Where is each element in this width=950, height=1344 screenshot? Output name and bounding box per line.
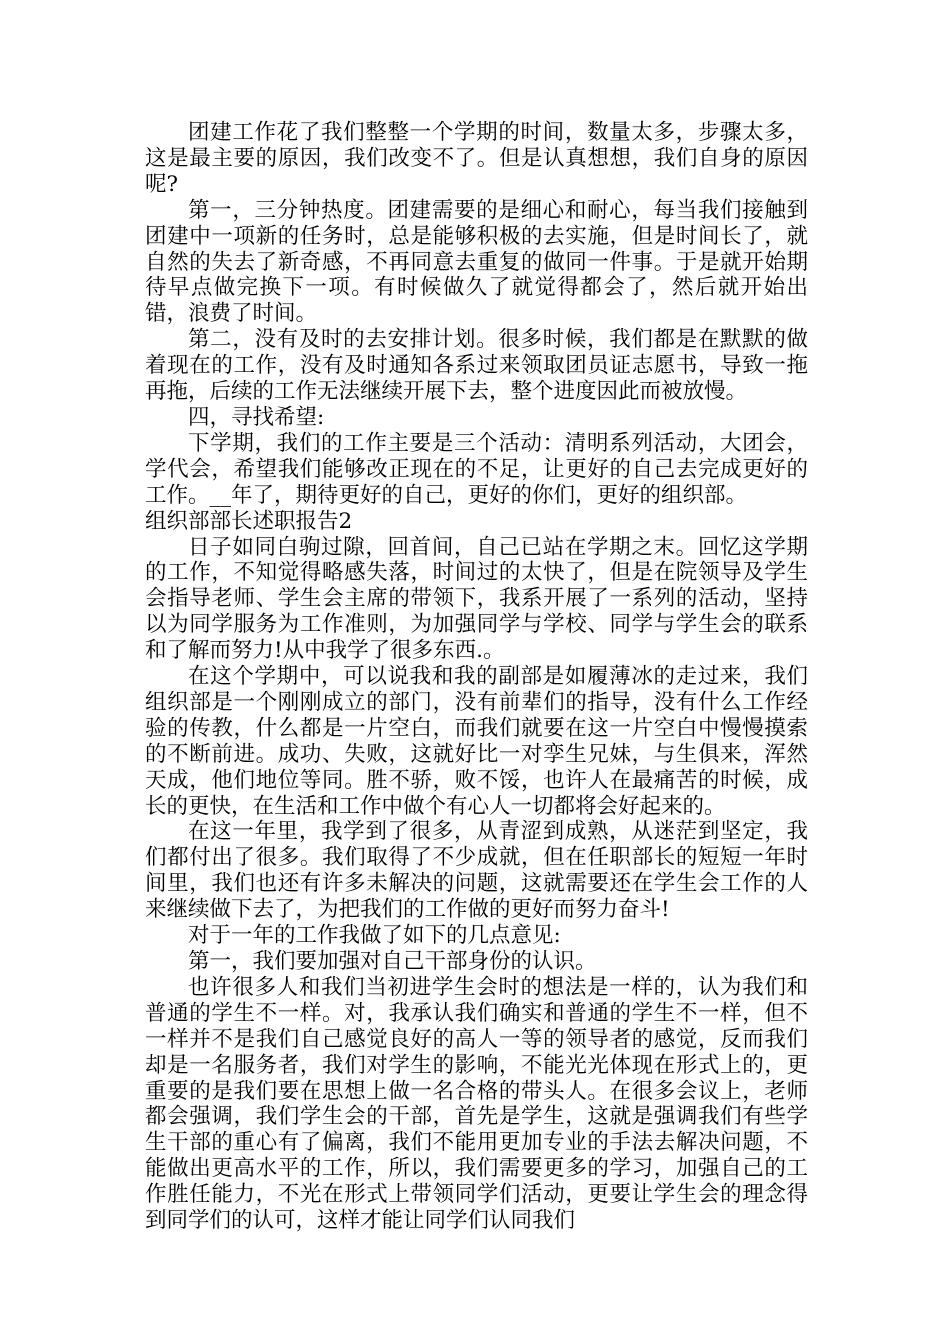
paragraph-opinions-intro: 对于一年的工作我做了如下的几点意见:: [188, 923, 561, 949]
paragraph-cadre-identity: 也许很多人和我们当初进学生会时的想法是一样的，认为我们和普通的学生不一样。对，我承认我们确实和普通的学生不一样，但不一样并不是我们自己感觉良好的高人一等的领导者的感觉，反而我们却是一名服务者，我们对学生的影响，不能光光体现在形式上的，更重要的是我们要在思想上做一名合格的带头人。在很多会议上，老师都会强调，我们学生会的干部，首先是学生，这就是强调我们有些学生干部的重心有了偏离，我们不能用更加专业的手法去解决问题，不能做出更高水平的工作，所以，我们需要更多的学习，加强自己的工作胜任能力，不光在形式上带领同学们活动，更要让学生会的理念得到同学们的认可，这样才能让同学们认同我们: [145, 974, 808, 1234]
paragraph-next-semester: 下学期，我们的工作主要是三个活动：清明系列活动，大团会，学代会，希望我们能够改正现在的不足，让更好的自己去完成更好的工作。__年了，期待更好的自己，更好的你们，更好的组织部。: [145, 430, 808, 508]
section-heading-hope: 四，寻找希望:: [188, 404, 325, 430]
paragraph-point-one-enthusiasm: 第一，三分钟热度。团建需要的是细心和耐心，每当我们接触到团建中一项新的任务时，总是能够积极的去实施，但是时间长了，就自然的失去了新奇感，不再同意去重复的做同一件事。于是就开始期待早点做完换下一项。有时候做久了就觉得都会了，然后就开始出错，浪费了时间。: [145, 197, 808, 327]
paragraph-semester-end: 日子如同白驹过隙，回首间，自己已站在学期之末。回忆这学期的工作，不知觉得略感失落，时间过的太快了，但是在院领导及学生会指导老师、学生会主席的带领下，我系开展了一系列的活动，坚持以为同学服务为工作准则，为加强同学与学校、同学与学生会的联系和了解而努力!从中我学了很多东西.。: [145, 534, 808, 664]
report-title: 组织部部长述职报告2: [145, 508, 353, 534]
document-page: [145, 120, 808, 1234]
paragraph-this-semester: 在这个学期中，可以说我和我的副部是如履薄冰的走过来，我们组织部是一个刚刚成立的部门，没有前辈们的指导，没有什么工作经验的传教，什么都是一片空白，而我们就要在这一片空白中慢慢摸索的不断前进。成功、失败，这就好比一对孪生兄妹，与生俱来，浑然天成，他们地位等同。胜不骄，败不馁，也许人在最痛苦的时候，成长的更快，在生活和工作中做个有心人一切都将会好起来的。: [145, 664, 808, 819]
paragraph-this-year: 在这一年里，我学到了很多，从青涩到成熟，从迷茫到坚定，我们都付出了很多。我们取得了不少成就，但在任职部长的短短一年时间里，我们也还有许多未解决的问题，这就需要还在学生会工作的人来继续做下去了，为把我们的工作做的更好而努力奋斗!: [145, 819, 808, 923]
paragraph-team-building-reasons: 团建工作花了我们整整一个学期的时间，数量太多，步骤太多，这是最主要的原因，我们改变不了。但是认真想想，我们自身的原因呢?: [145, 120, 808, 197]
paragraph-opinion-one: 第一，我们要加强对自己干部身份的认识。: [188, 949, 597, 974]
paragraph-point-two-planning: 第二，没有及时的去安排计划。很多时候，我们都是在默默的做着现在的工作，没有及时通知各系过来领取团员证志愿书，导致一拖再拖，后续的工作无法继续开展下去，整个进度因此而被放慢。: [145, 327, 808, 405]
